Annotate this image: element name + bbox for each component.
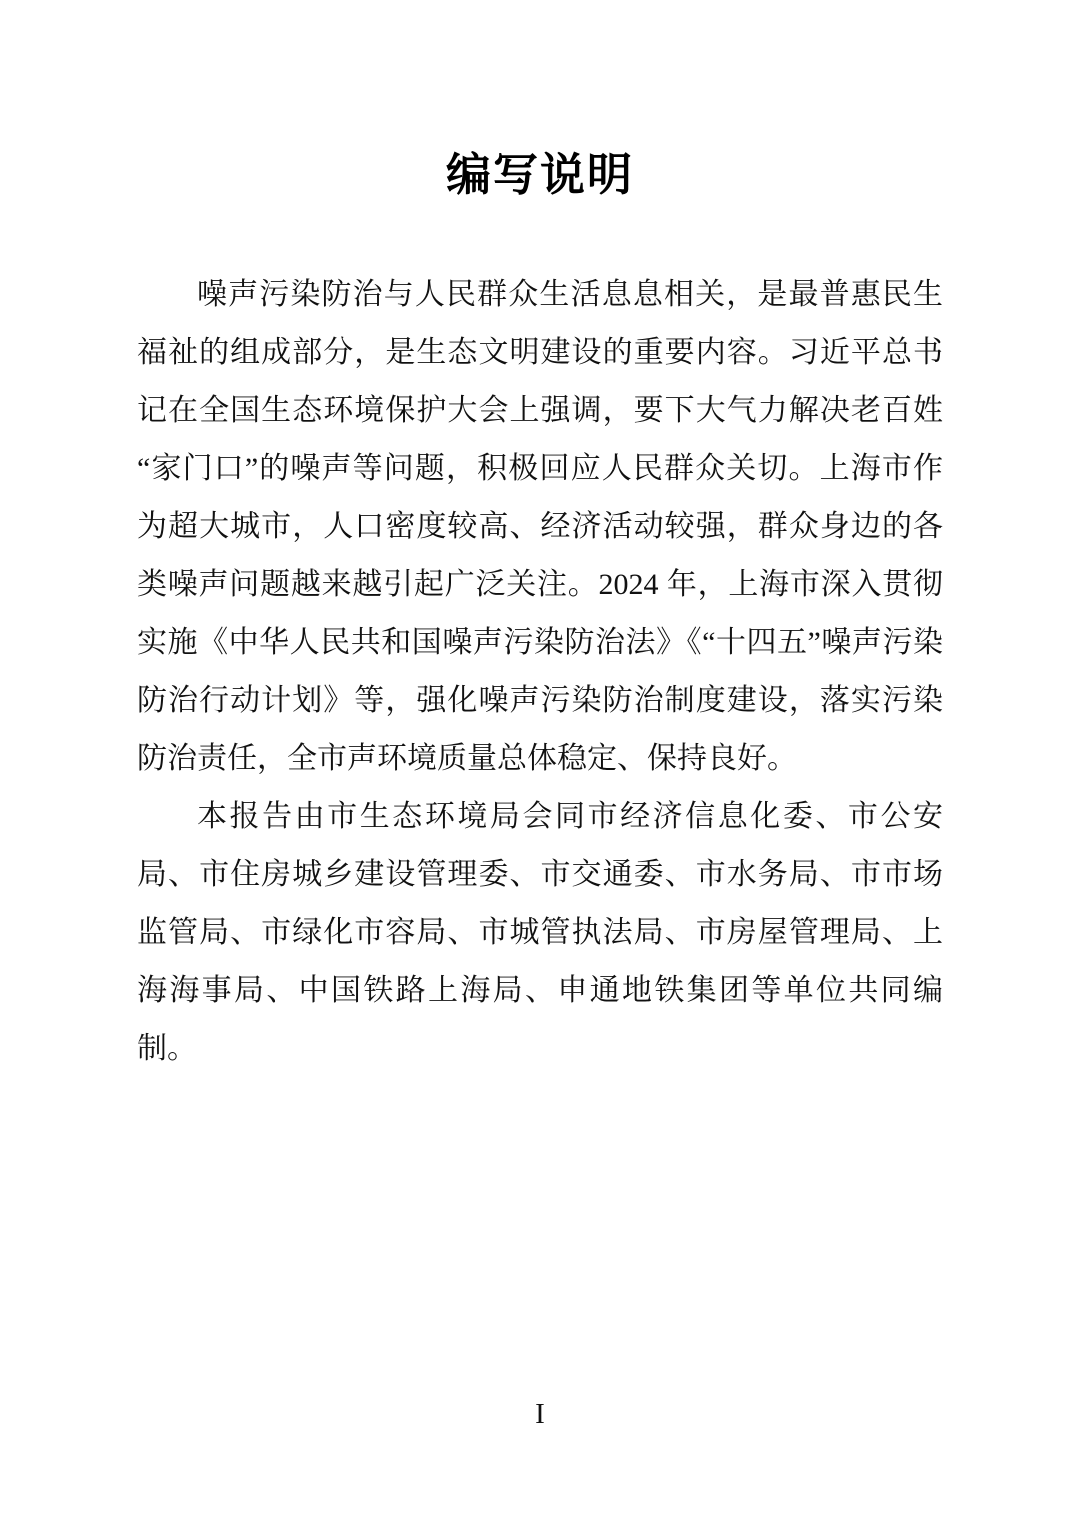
paragraph-intro: 噪声污染防治与人民群众生活息息相关，是最普惠民生福祉的组成部分，是生态文明建设的重要内容。习近平总书记在全国生态环境保护大会上强调，要下大气力解决老百姓“家门口”的噪声等问题，积极回应人民群众关切。上海市作为超大城市，人口密度较高、经济活动较强，群众身边的各类噪声问题越来越引起广泛关注。2024 年，上海市深入贯彻实施《中华人民共和国噪声污染防治法》《“十四五”噪声污染防治行动计划》等，强化噪声污染防治制度建设，落实污染防治责任，全市声环境质量总体稳定、保持良好。 — [137, 278, 943, 775]
page-title: 编写说明 — [445, 149, 634, 200]
document-body — [137, 266, 943, 1078]
page-number: I — [535, 1398, 545, 1430]
paragraph-credits: 本报告由市生态环境局会同市经济信息化委、市公安局、市住房城乡建设管理委、市交通委、市水务局、市市场监管局、市绿化市容局、市城管执法局、市房屋管理局、上海海事局、中国铁路上海局、申通地铁集团等单位共同编制。 — [137, 800, 943, 1065]
